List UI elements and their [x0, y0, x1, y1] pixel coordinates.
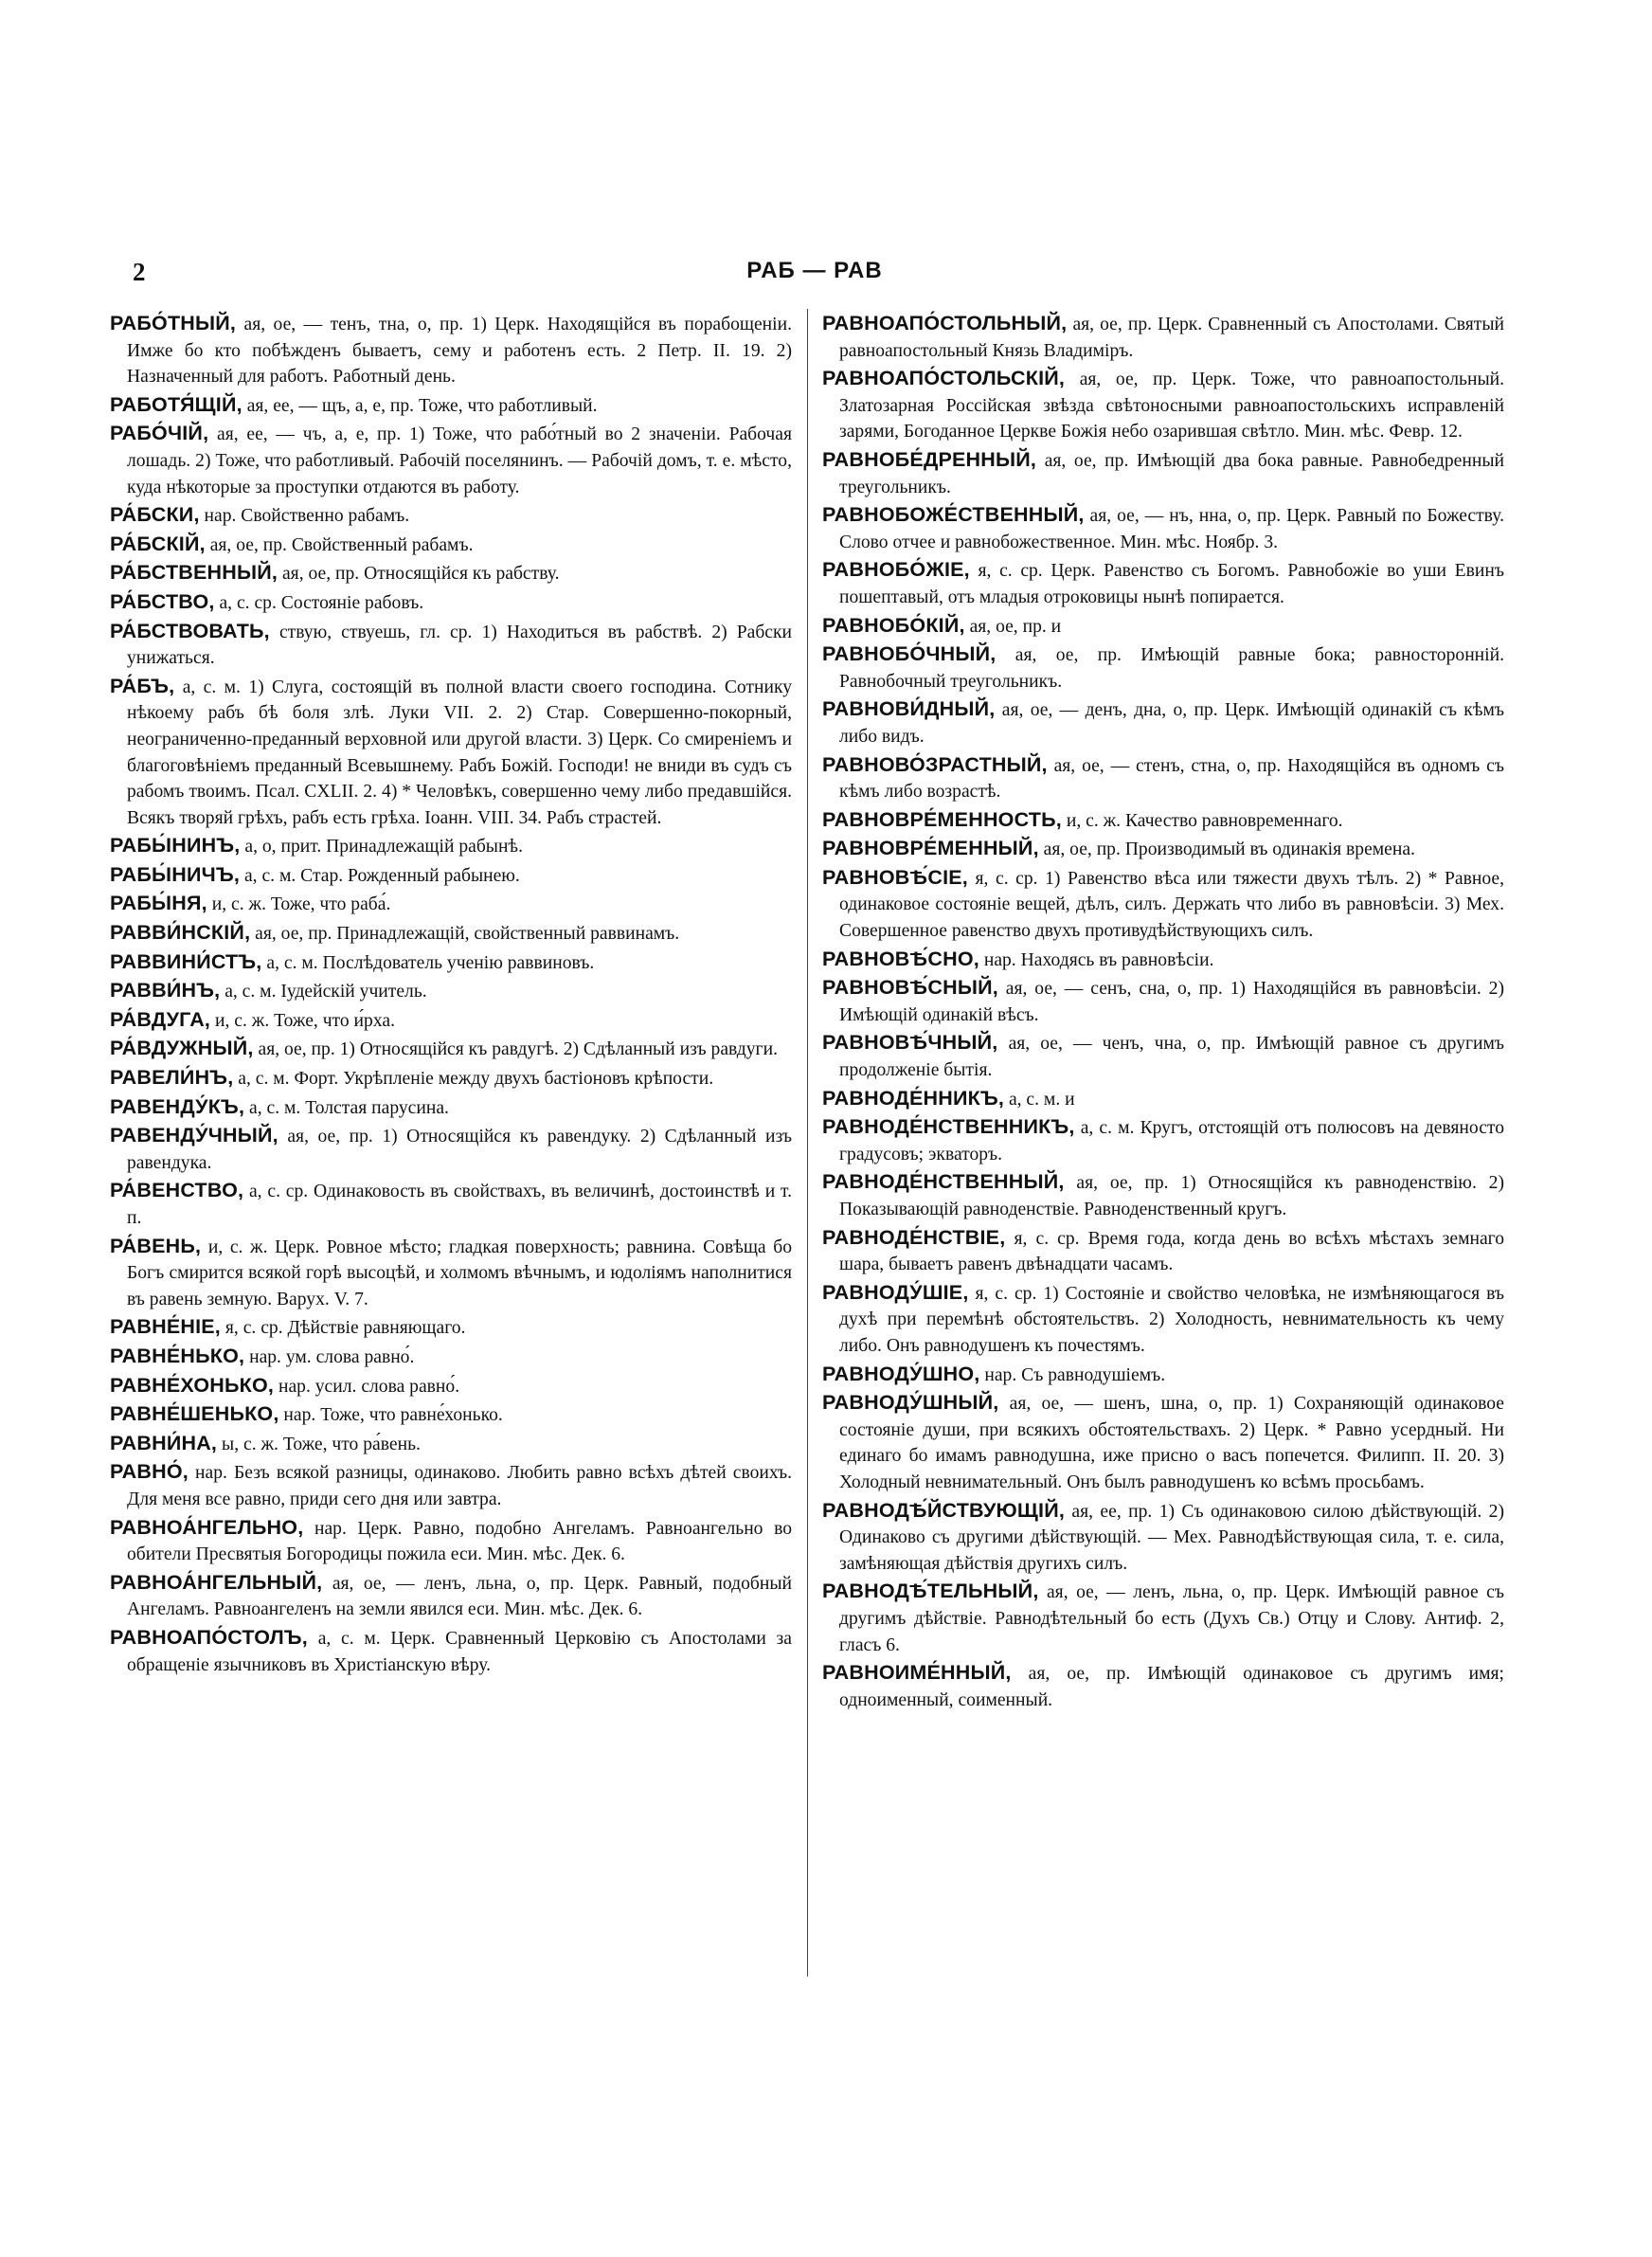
entry-definition: а, с. м. Стар. Рожденный рабынею.: [243, 865, 520, 886]
dictionary-entry: [110, 1431, 792, 1458]
dictionary-entry: [822, 1660, 1504, 1713]
entry-definition: ая, ее, — чъ, а, е, пр. 1) Тоже, что рабо́тный во 2 значеніи. Рабочая лошадь. 2) Тоже, что работливый. Рабочій поселянинъ. — Рабочій домъ, т. е. мѣсто, куда нѣкоторые за проступки отдаются въ работу.: [127, 424, 792, 497]
entry-definition: ая, ое, — ленъ, льна, о, пр. Церк. Имѣющій равное съ другимъ дѣйствіе. Равнодѣтельный бо есть (Духъ Св.) Отцу и Слову. Антиф. 2, гласъ 6.: [839, 1582, 1504, 1655]
entry-headword: РАБО́ЧІЙ,: [110, 422, 209, 445]
entry-headword: РАВНОА́НГЕЛЬНО,: [110, 1515, 304, 1539]
dictionary-entry: [110, 1094, 792, 1122]
dictionary-entry: [110, 1459, 792, 1512]
dictionary-entry: [110, 392, 792, 420]
entry-definition: я, с. ср. Дѣйствіе равняющаго.: [224, 1318, 466, 1339]
dictionary-entry: [822, 366, 1504, 445]
dictionary-entry: [110, 1065, 792, 1092]
dictionary-entry: [822, 311, 1504, 364]
dictionary-entry: [110, 1007, 792, 1035]
entry-headword: РАВЕЛИ́НЪ,: [110, 1066, 234, 1090]
entry-definition: нар. ум. слова равно́.: [249, 1346, 415, 1367]
dictionary-entry: [110, 311, 792, 390]
entry-definition: ая, ое, — нъ, нна, о, пр. Церк. Равный по Божеству. Слово отчее и равнобожественное. Мин. мѣс. Ноябр. 3.: [839, 506, 1504, 552]
entry-definition: а, с. м. Церк. Сравненный Церковію съ Апостолами за обращеніе язычниковъ въ Христіанскую вѣру.: [127, 1628, 792, 1675]
dictionary-entry: [110, 1036, 792, 1063]
entry-headword: РАВЕНДУ́ЧНЫЙ,: [110, 1124, 278, 1147]
entry-headword: РАВНОБОЖЕ́СТВЕННЫЙ,: [822, 503, 1085, 527]
entry-headword: РАВНОАПО́СТОЛЬСКІЙ,: [822, 367, 1066, 390]
entry-definition: а, с. м. и: [1008, 1089, 1075, 1110]
dictionary-entry: [822, 1169, 1504, 1222]
entry-definition: ая, ое, пр. и: [969, 616, 1062, 637]
entry-definition: ая, ое, пр. Свойственный рабамъ.: [209, 534, 474, 555]
entry-headword: РАВНОБО́ЖІЕ,: [822, 558, 970, 582]
entry-headword: РАВНЕ́НЬКО,: [110, 1344, 245, 1367]
entry-headword: РАВНОДЕ́ННИКЪ,: [822, 1086, 1005, 1110]
entry-definition: я, с. ср. Церк. Равенство съ Богомъ. Равнобожіе во уши Евинъ пошептавый, отъ младыя отроковицы нынѣ попирается.: [839, 561, 1504, 607]
dictionary-entry: [822, 807, 1504, 835]
entry-headword: РАВЕНДУ́КЪ,: [110, 1094, 245, 1118]
entry-definition: ая, ое, пр. Относящійся къ рабству.: [281, 564, 560, 585]
entry-headword: РА́БСТВЕННЫЙ,: [110, 561, 278, 585]
entry-definition: ая, ое, пр. Имѣющій два бока равные. Равнобедренный треугольникъ.: [839, 450, 1504, 497]
entry-headword: РАВНОВѢ́СНО,: [822, 947, 979, 970]
dictionary-entry: [110, 1570, 792, 1623]
entry-definition: нар. усил. слова равно́.: [278, 1376, 460, 1397]
entry-headword: РАВНОБО́КІЙ,: [822, 613, 965, 637]
page-number: 2: [133, 258, 146, 286]
entry-headword: РАВНОДЕ́НСТВЕННИКЪ,: [822, 1115, 1075, 1139]
dictionary-entry: [110, 502, 792, 530]
entry-headword: РАВНОБО́ЧНЫЙ,: [822, 642, 997, 666]
entry-definition: ы, с. ж. Тоже, что ра́вень.: [222, 1434, 421, 1454]
entry-definition: а, с. ср. Состояніе рабовъ.: [219, 592, 424, 613]
dictionary-entry: [822, 1114, 1504, 1167]
entry-definition: а, с. м. Форт. Укрѣпленіе между двухъ бастіоновъ крѣпости.: [238, 1069, 714, 1090]
dictionary-entry: [110, 862, 792, 890]
entry-headword: РАВНОДУ́ШІЕ,: [822, 1280, 969, 1304]
dictionary-entry: [110, 1234, 792, 1313]
dictionary-entry: [822, 447, 1504, 500]
entry-definition: нар. Тоже, что равне́хонько.: [283, 1405, 503, 1426]
entry-definition: ая, ее, — щъ, а, е, пр. Тоже, что работливый.: [246, 395, 598, 416]
entry-definition: я, с. ср. Время года, когда день во всѣхъ мѣстахъ земнаго шара, бываетъ равенъ двѣнадцати часамъ.: [839, 1228, 1504, 1275]
entry-definition: а, о, прит. Принадлежащій рабынѣ.: [244, 837, 523, 858]
entry-headword: РАБЫ́НИЧЪ,: [110, 862, 241, 886]
entry-definition: ая, ое, пр. Имѣющій одинаковое съ другимъ имя; одноименный, соименный.: [839, 1664, 1504, 1710]
entry-definition: а, с. м. 1) Слуга, состоящій въ полной власти своего господина. Сотнику нѣкоему рабъ бѣ боля злѣ. Луки VII. 2. 2) Стар. Совершенно-покорный, неограниченно-преданный верховной или другой власти. 3) Церк. Со смиреніемъ и благоговѣніемъ преданный Всевышнему. Рабъ Божій. Господи! не вниди въ судъ съ рабомъ твоимъ. Псал. CXLII. 2. 4) * Человѣкъ, совершенно чему либо предавшійся. Всякъ творяй грѣхъ, рабъ есть грѣха. Іоанн. VIII. 34. Рабъ страстей.: [127, 677, 792, 828]
dictionary-entry: [822, 502, 1504, 555]
entry-headword: РАВНОВРЕ́МЕННОСТЬ,: [822, 807, 1062, 831]
entry-headword: РА́БЪ,: [110, 674, 175, 697]
entry-definition: ая, ое, пр. Церк. Тоже, что равноапостольный. Златозарная Россійская звѣзда свѣтоносными равноапостольскихъ исправленій зарями, Богоданное Церкве Божія небо озарившая свѣтло. Мин. мѣс. Февр. 12.: [839, 370, 1504, 442]
dictionary-entry: [110, 1515, 792, 1568]
dictionary-entry: [822, 557, 1504, 610]
dictionary-entry: [822, 696, 1504, 749]
entry-headword: РА́ВЕНЬ,: [110, 1234, 202, 1257]
dictionary-entry: [822, 947, 1504, 974]
entry-definition: ая, ое, пр. 1) Относящійся къ равендуку. 2) Сдѣланный изъ равендука.: [127, 1127, 792, 1173]
dictionary-entry: [822, 1498, 1504, 1578]
entry-headword: РА́БСТВО,: [110, 589, 215, 613]
entry-headword: РАВНОДУ́ШНО,: [822, 1362, 980, 1385]
entry-headword: РАВНИ́НА,: [110, 1431, 218, 1454]
entry-headword: РАБОТЯ́ЩІЙ,: [110, 392, 242, 416]
dictionary-entry: [822, 865, 1504, 945]
entry-definition: ая, ое, пр. Имѣющій равные бока; равносторонній. Равнобочный треугольникъ.: [839, 645, 1504, 692]
dictionary-entry: [110, 619, 792, 672]
dictionary-entry: [822, 613, 1504, 641]
entry-headword: РА́ВДУЖНЫЙ,: [110, 1037, 254, 1060]
dictionary-entry: [822, 1280, 1504, 1360]
entry-headword: РАВНОДѢ́ЙСТВУЮЩІЙ,: [822, 1498, 1066, 1522]
entry-headword: РАВНО́,: [110, 1460, 189, 1484]
entry-headword: РАВНОДЕ́НСТВЕННЫЙ,: [822, 1170, 1065, 1194]
entry-headword: РАВНОАПО́СТОЛЪ,: [110, 1625, 308, 1649]
entry-headword: РАВНОАПО́СТОЛЬНЫЙ,: [822, 312, 1068, 334]
dictionary-entry: [110, 833, 792, 860]
dictionary-entry: [822, 836, 1504, 863]
dictionary-entry: [110, 1373, 792, 1400]
running-head: РАБ — РАВ: [746, 258, 883, 283]
entry-headword: РА́БСКІЙ,: [110, 532, 206, 555]
dictionary-entry: [110, 978, 792, 1005]
dictionary-entry: [110, 1123, 792, 1176]
entry-definition: ая, ое, — шенъ, шна, о, пр. 1) Сохраняющій одинаковое состояніе души, при всякихъ обстоятельствахъ. 2) Церк. * Равно усердный. Ни единаго бо имамъ равнодушна, иже присно о васъ попечется. Филипп. II. 20. 3) Холодный невнимательный. Онъ былъ равнодушенъ ко всѣмъ просьбамъ.: [839, 1394, 1504, 1492]
dictionary-entry: [822, 752, 1504, 805]
dictionary-entry: [110, 560, 792, 587]
entry-definition: и, с. ж. Тоже, что и́рха.: [215, 1010, 395, 1031]
left-column: [110, 311, 792, 1988]
dictionary-entry: [822, 1362, 1504, 1389]
entry-definition: и, с. ж. Тоже, что раба́.: [211, 894, 391, 915]
dictionary-entry: [110, 949, 792, 977]
entry-definition: и, с. ж. Церк. Ровное мѣсто; гладкая поверхность; равнина. Совѣща бо Богъ смирится всякой горѣ высоцѣй, и холмомъ вѣчнымъ, и юдоліямъ наполнитися въ равень земную. Варух. V. 7.: [127, 1237, 792, 1309]
entry-headword: РАВНОДѢ́ТЕЛЬНЫЙ,: [822, 1580, 1039, 1603]
entry-definition: нар. Свойственно рабамъ.: [204, 506, 410, 527]
entry-headword: РАВНОВѢ́ЧНЫЙ,: [822, 1031, 998, 1055]
entry-definition: ая, ое, — денъ, дна, о, пр. Церк. Имѣющій одинакій съ кѣмъ либо видъ.: [839, 700, 1504, 747]
entry-headword: РАВНОИМЕ́ННЫЙ,: [822, 1661, 1012, 1685]
entry-definition: я, с. ср. 1) Равенство вѣса или тяжести двухъ тѣлъ. 2) * Равное, одинаковое состояніе вещей, дѣлъ, силъ. Держать что либо въ равновѣсіи. 3) Мех. Совершенное равенство двухъ противудѣйствующихъ силъ.: [839, 868, 1504, 942]
entry-headword: РА́ВДУГА,: [110, 1007, 211, 1031]
entry-definition: нар. Безъ всякой разницы, одинаково. Любить равно всѣхъ дѣтей своихъ. Для меня все равно, приди сего дня или завтра.: [127, 1463, 792, 1509]
entry-definition: я, с. ср. 1) Состояніе и свойство человѣка, не измѣняющагося въ духѣ при перемѣнѣ обстоятельствъ. 2) Холодность, невнимательность къ чему либо. Онъ равнодушенъ къ почестямъ.: [839, 1283, 1504, 1356]
entry-definition: нар. Съ равнодушіемъ.: [984, 1364, 1166, 1385]
entry-definition: и, с. ж. Качество равновременнаго.: [1066, 810, 1343, 831]
entry-headword: РАВВИНИ́СТЪ,: [110, 949, 262, 973]
entry-headword: РАВВИ́НСКІЙ,: [110, 921, 251, 945]
entry-headword: РАВНОДУ́ШНЫЙ,: [822, 1391, 999, 1415]
dictionary-entry: [110, 920, 792, 948]
dictionary-entry: [822, 1086, 1504, 1113]
entry-headword: РАБЫ́НЯ,: [110, 892, 207, 915]
dictionary-entry: [110, 532, 792, 559]
dictionary-entry: [110, 674, 792, 832]
entry-definition: нар. Церк. Равно, подобно Ангеламъ. Равноангельно во обители Пресвятыя Богородицы пожила еси. Мин. мѣс. Дек. 6.: [127, 1518, 792, 1565]
entry-headword: РАВНОВО́ЗРАСТНЫЙ,: [822, 752, 1048, 776]
entry-headword: РАВНЕ́ХОНЬКО,: [110, 1373, 275, 1397]
dictionary-entry: [822, 1030, 1504, 1083]
dictionary-entry: [822, 1579, 1504, 1658]
entry-headword: РАВНОВѢ́СІЕ,: [822, 865, 968, 889]
entry-definition: ая, ое, — стенъ, стна, о, пр. Находящійся въ одномъ съ кѣмъ либо возрастѣ.: [839, 755, 1504, 803]
entry-definition: нар. Находясь въ равновѣсіи.: [983, 949, 1214, 970]
entry-definition: ая, ое, пр. Принадлежащій, свойственный раввинамъ.: [255, 924, 680, 945]
entry-definition: а, с. м. Послѣдователь ученію раввиновъ.: [266, 952, 595, 973]
entry-definition: ая, ее, пр. 1) Съ одинаковою силою дѣйствующій. 2) Одинаково съ другими дѣйствующій. — Мех. Равнодѣйствующая сила, т. е. сила, замѣняющая дѣйствія другихъ силъ.: [839, 1501, 1504, 1574]
entry-headword: РАВНОВРЕ́МЕННЫЙ,: [822, 837, 1039, 860]
entry-headword: РАВНОБЕ́ДРЕННЫЙ,: [822, 447, 1037, 471]
dictionary-entry: [110, 891, 792, 918]
dictionary-entry: [110, 1625, 792, 1678]
entry-definition: ая, ое, пр. 1) Относящійся къ равноденствію. 2) Показывающій равноденствіе. Равноденственный кругъ.: [839, 1173, 1504, 1219]
entry-headword: РА́БСТВОВАТЬ,: [110, 619, 270, 642]
entry-definition: а, с. м. Толстая парусина.: [249, 1097, 449, 1118]
dictionary-entry: [822, 1390, 1504, 1495]
page-header: [114, 258, 1516, 296]
dictionary-entry: [822, 975, 1504, 1028]
entry-definition: ая, ое, — сенъ, сна, о, пр. 1) Находящійся въ равновѣсіи. 2) Имѣющій одинакій вѣсъ.: [839, 979, 1504, 1025]
entry-headword: РА́БСКИ,: [110, 503, 200, 527]
entry-headword: РАВНОВИ́ДНЫЙ,: [822, 697, 996, 721]
dictionary-entry: [110, 1344, 792, 1371]
dictionary-entry: [110, 589, 792, 617]
entry-definition: ая, ое, пр. 1) Относящійся къ равдугѣ. 2) Сдѣланный изъ равдуги.: [258, 1039, 778, 1060]
entry-headword: РАБО́ТНЫЙ,: [110, 312, 237, 334]
entry-definition: ствую, ствуешь, гл. ср. 1) Находиться въ рабствѣ. 2) Рабски унижаться.: [127, 622, 792, 669]
dictionary-entry: [822, 1225, 1504, 1278]
right-column: [822, 311, 1504, 1988]
dictionary-entry: [110, 1401, 792, 1429]
entry-headword: РАВНЕ́ШЕНЬКО,: [110, 1402, 279, 1426]
entry-definition: а, с. м. Кругъ, отстоящій отъ полюсовъ на девяносто градусовъ; экваторъ.: [839, 1118, 1504, 1165]
dictionary-entry: [822, 641, 1504, 695]
dictionary-entry: [110, 1178, 792, 1231]
entry-definition: ая, ое, — тенъ, тна, о, пр. 1) Церк. Находящійся въ порабощеніи. Имже бо кто побѣжденъ бываетъ, сему и работенъ есть. 2 Петр. II. 19. 2) Назначенный для работъ. Работный день.: [127, 315, 792, 388]
dictionary-entry: [110, 1314, 792, 1342]
entry-definition: ая, ое, — ченъ, чна, о, пр. Имѣющій равное съ другимъ продолженіе бытія.: [839, 1034, 1504, 1081]
entry-definition: а, с. ср. Одинаковость въ свойствахъ, въ величинѣ, достоинствѣ и т. п.: [127, 1182, 792, 1228]
entry-headword: РАВНОДЕ́НСТВІЕ,: [822, 1225, 1006, 1249]
entry-headword: РАВВИ́НЪ,: [110, 979, 221, 1002]
dictionary-entry: [110, 421, 792, 500]
entry-definition: а, с. м. Іудейскій учитель.: [224, 982, 427, 1002]
entry-headword: РАВНЕ́НІЕ,: [110, 1315, 221, 1339]
entry-definition: ая, ое, пр. Производимый въ одинакія времена.: [1043, 840, 1415, 860]
entry-headword: РА́ВЕНСТВО,: [110, 1179, 244, 1202]
entry-headword: РАВНОВѢ́СНЫЙ,: [822, 976, 998, 1000]
entry-headword: РАБЫ́НИНЪ,: [110, 834, 241, 858]
column-divider: [807, 309, 808, 1977]
entry-headword: РАВНОА́НГЕЛЬНЫЙ,: [110, 1570, 323, 1594]
entry-definition: ая, ое, пр. Церк. Сравненный съ Апостолами. Святый равноапостольный Князь Владиміръ.: [839, 315, 1504, 361]
entry-definition: ая, ое, — ленъ, льна, о, пр. Церк. Равный, подобный Ангеламъ. Равноангеленъ на земли явился еси. Мин. мѣс. Дек. 6.: [127, 1573, 792, 1620]
